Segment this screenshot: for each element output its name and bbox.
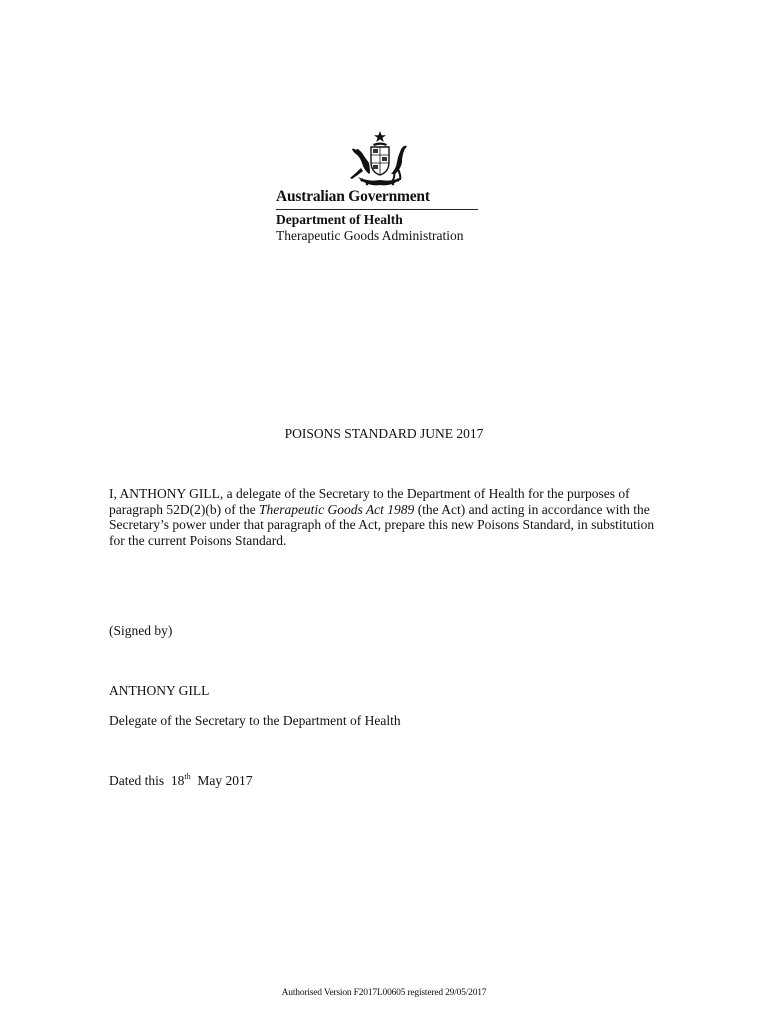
document-title: POISONS STANDARD JUNE 2017 [284, 426, 484, 441]
department-name: Department of Health [276, 212, 403, 227]
commonwealth-coat-of-arms-icon [342, 130, 418, 188]
letterhead-divider [276, 209, 478, 210]
intro-paragraph [109, 486, 669, 548]
date-line [109, 773, 252, 789]
authorisation-footer: Authorised Version F2017L00605 registered 29/05/2017 [281, 988, 487, 998]
agency-name: Therapeutic Goods Administration [276, 228, 464, 243]
date-ordinal-suffix: th [184, 772, 191, 781]
intro-text-part-2: (the Act) and acting in accordance with the Secretary’s power under that paragraph of the Act, prepare this new Poisons Standard, in substitution for the current Poisons Standard. [109, 501, 655, 548]
date-suffix: May 2017 [190, 773, 253, 788]
signer-name: ANTHONY GILL [109, 683, 210, 698]
government-letterhead [264, 122, 496, 262]
government-name: Australian Government [276, 188, 430, 205]
signer-role: Delegate of the Secretary to the Department of Health [109, 713, 401, 728]
act-name: Therapeutic Goods Act 1989 [258, 501, 415, 517]
date-prefix: Dated this 18 [109, 773, 185, 788]
signed-by-note: (Signed by) [109, 623, 173, 638]
intro-text-part-1: I, ANTHONY GILL, a delegate of the Secretary to the Department of Health for the purposes of paragraph 52D(2)(b) of the [109, 486, 630, 517]
